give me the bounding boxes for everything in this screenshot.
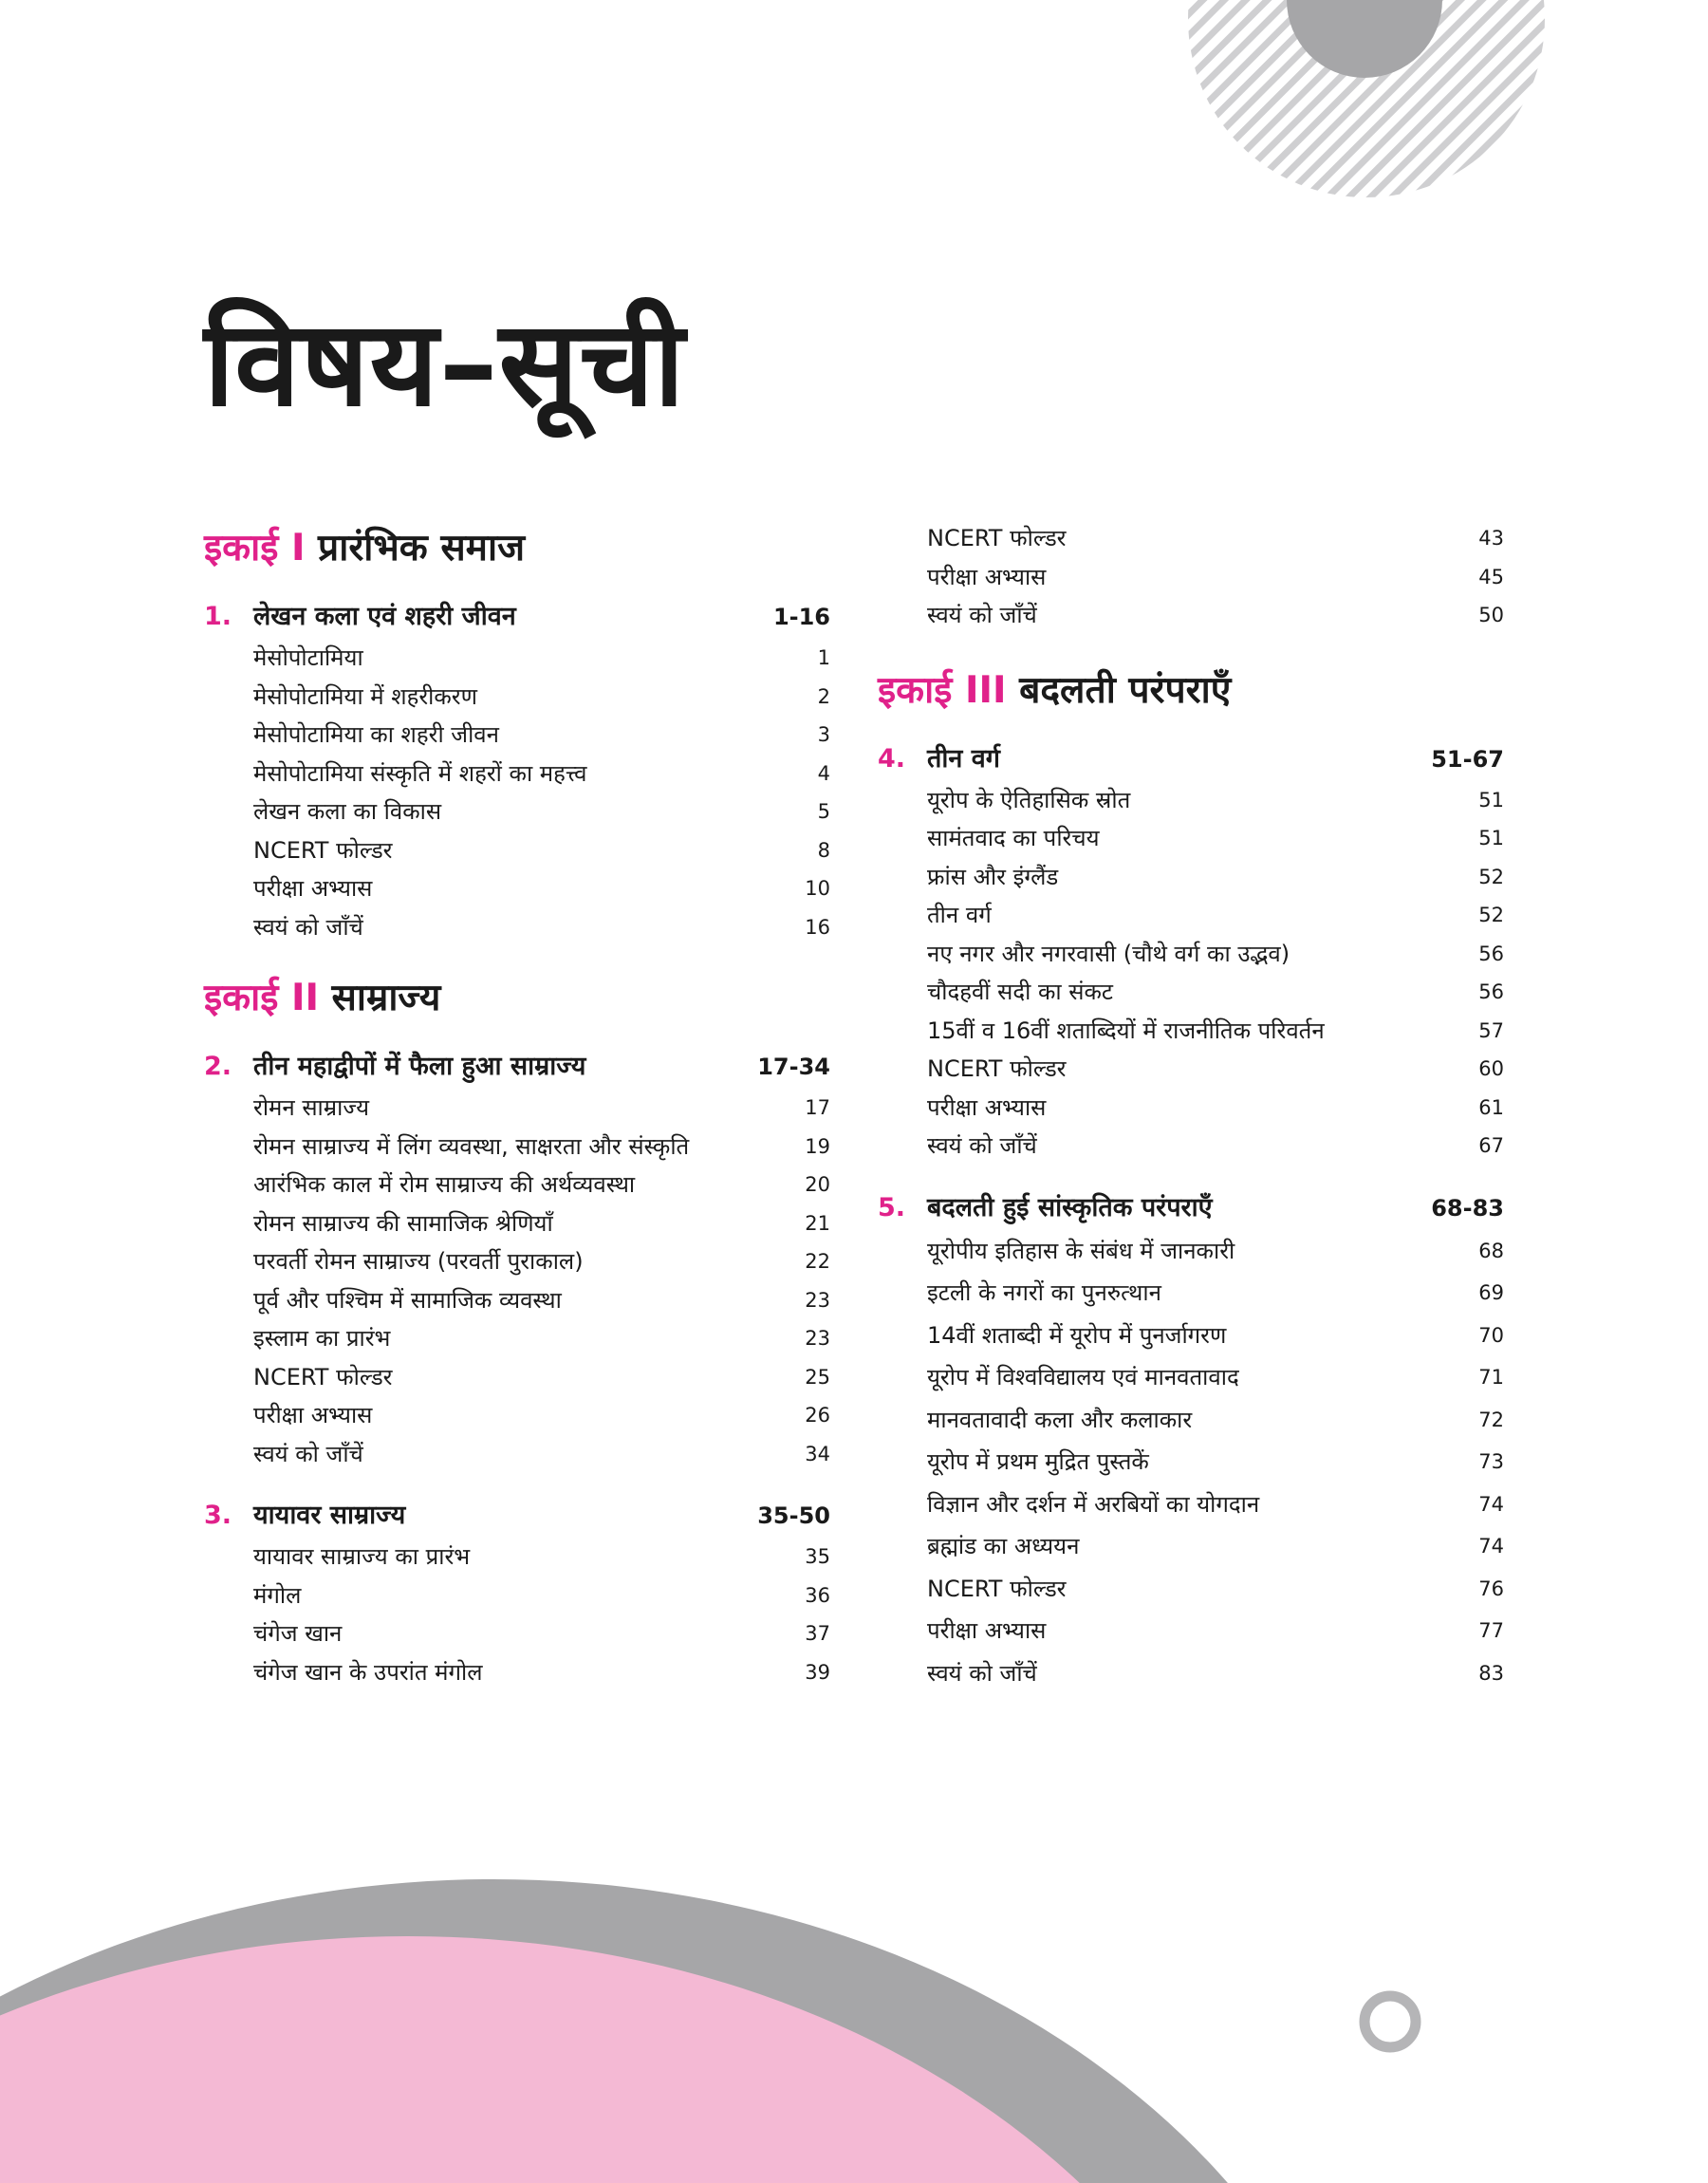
topic-item[interactable]	[878, 781, 1504, 820]
topic-title: मेसोपोटामिया	[253, 644, 363, 671]
chapter-title: तीन महाद्वीपों में फैला हुआ साम्राज्य	[253, 1052, 586, 1081]
topic-item[interactable]	[204, 1128, 830, 1166]
decorative-arcs-bottom	[0, 1860, 1708, 2183]
chapter-number: 3.	[204, 1501, 232, 1530]
topic-title: इटली के नगरों का पुनरुत्थान	[927, 1279, 1161, 1306]
topic-title: मंगोल	[253, 1581, 302, 1609]
topic-page: 52	[1478, 865, 1504, 888]
chapter-2	[204, 1045, 830, 1473]
unit-label: इकाई	[204, 977, 279, 1019]
topic-page: 35	[805, 1545, 830, 1568]
topic-page: 69	[1478, 1281, 1504, 1304]
topic-title: इस्लाम का प्रारंभ	[253, 1325, 391, 1352]
topic-item[interactable]	[878, 1441, 1504, 1483]
topic-item[interactable]	[878, 558, 1504, 597]
topic-page: 4	[817, 761, 830, 785]
topic-item[interactable]	[878, 1652, 1504, 1695]
topic-item[interactable]	[204, 1577, 830, 1615]
chapter-page-range: 17-34	[757, 1054, 830, 1080]
unit-heading	[204, 527, 830, 574]
topic-page: 51	[1478, 827, 1504, 849]
topic-page: 16	[805, 915, 830, 939]
chapter-page-range: 51-67	[1431, 745, 1504, 773]
topic-item[interactable]	[204, 1089, 830, 1128]
chapter-title: यायावर साम्राज्य	[253, 1501, 406, 1530]
unit-name: साम्राज्य	[331, 977, 441, 1019]
topic-item[interactable]	[878, 1230, 1504, 1273]
topic-item[interactable]	[204, 716, 830, 755]
topic-item[interactable]	[878, 1525, 1504, 1568]
topic-item[interactable]	[204, 1242, 830, 1281]
unit-name: बदलती परंपराएँ	[1019, 668, 1232, 712]
topic-title: नए नगर और नगरवासी (चौथे वर्ग का उद्भव)	[927, 940, 1290, 967]
topic-item[interactable]	[204, 1166, 830, 1204]
topic-title: मेसोपोटामिया का शहरी जीवन	[253, 721, 499, 748]
page-title: विषय–सूची	[204, 296, 686, 433]
chapter-page-range: 1-16	[772, 604, 830, 630]
topic-page: 70	[1478, 1323, 1504, 1347]
topic-title: यूरोपीय इतिहास के संबंध में जानकारी	[927, 1237, 1235, 1264]
chapter-5	[878, 1186, 1504, 1695]
topic-title: यायावर साम्राज्य का प्रारंभ	[253, 1543, 471, 1570]
topic-page: 68	[1478, 1239, 1504, 1262]
topic-title: रोमन साम्राज्य में लिंग व्यवस्था, साक्षरता और संस्कृति	[253, 1132, 690, 1160]
topic-page: 10	[805, 877, 830, 900]
topic-title: विज्ञान और दर्शन में अरबियों का योगदान	[927, 1490, 1260, 1518]
topic-page: 26	[805, 1404, 830, 1427]
topic-title: यूरोप के ऐतिहासिक स्रोत	[927, 786, 1131, 813]
topic-title: मेसोपोटामिया में शहरीकरण	[253, 682, 477, 710]
topic-item[interactable]	[204, 793, 830, 831]
chapter-heading[interactable]	[204, 595, 830, 639]
topic-title: परीक्षा अभ्यास	[253, 1402, 373, 1428]
topic-title: फ्रांस और इंग्लैंड	[927, 863, 1059, 890]
topic-item[interactable]	[204, 678, 830, 717]
topic-title: परवर्ती रोमन साम्राज्य (परवर्ती पुराकाल)	[253, 1248, 584, 1275]
topic-page: 76	[1478, 1577, 1504, 1600]
topic-item[interactable]	[204, 755, 830, 793]
topic-page: 2	[817, 684, 830, 708]
topic-title: स्वयं को जाँचें	[253, 1440, 363, 1467]
topic-page: 83	[1478, 1661, 1504, 1685]
topic-page: 51	[1478, 788, 1504, 812]
chapter-number: 4.	[878, 743, 906, 774]
unit-roman-numeral: III	[964, 668, 1007, 712]
topic-item[interactable]	[204, 1435, 830, 1474]
topic-title: सामंतवाद का परिचय	[927, 825, 1100, 851]
unit-label: इकाई	[878, 668, 953, 712]
unit-2	[204, 977, 830, 1691]
unit-roman-numeral: I	[290, 527, 306, 569]
topic-page: 3	[817, 723, 830, 746]
chapter-number: 5.	[878, 1192, 906, 1222]
topic-item[interactable]	[878, 1315, 1504, 1357]
topic-title: चंगेज खान	[253, 1620, 343, 1647]
topic-title: स्वयं को जाँचें	[927, 1132, 1037, 1159]
unit-heading	[878, 669, 1504, 717]
unit-3	[878, 669, 1504, 1695]
topic-page: 67	[1478, 1134, 1504, 1157]
chapter-page-range: 68-83	[1431, 1194, 1504, 1222]
topic-item[interactable]	[878, 896, 1504, 935]
topic-page: 57	[1478, 1018, 1504, 1042]
topic-title: परीक्षा अभ्यास	[927, 1093, 1047, 1121]
unit-1	[204, 527, 830, 946]
chapter-1	[204, 595, 830, 946]
topic-title: NCERT फोल्डर	[927, 1055, 1067, 1082]
topic-page: 5	[817, 800, 830, 823]
topic-page: 1	[817, 646, 830, 669]
chapter-number: 2.	[204, 1052, 232, 1081]
topic-title: यूरोप में प्रथम मुद्रित पुस्तकें	[927, 1448, 1149, 1475]
contents-column-right	[878, 527, 1504, 1711]
topic-title: परीक्षा अभ्यास	[927, 563, 1047, 590]
topic-title: NCERT फोल्डर	[253, 1363, 393, 1390]
chapter-title: बदलती हुई सांस्कृतिक परंपराएँ	[927, 1192, 1213, 1222]
unit-roman-numeral: II	[290, 977, 319, 1019]
chapter-page-range: 35-50	[757, 1502, 830, 1529]
topic-title: लेखन कला का विकास	[253, 798, 442, 825]
topic-page: 25	[805, 1365, 830, 1389]
topic-item[interactable]	[204, 1396, 830, 1435]
topic-page: 36	[805, 1583, 830, 1607]
topic-item[interactable]	[878, 1483, 1504, 1526]
topic-item[interactable]	[878, 973, 1504, 1012]
chapter-heading[interactable]	[204, 1494, 830, 1538]
unit-label: इकाई	[204, 527, 279, 569]
topic-page: 34	[805, 1442, 830, 1465]
chapter-heading[interactable]	[878, 1186, 1504, 1230]
topic-title: मेसोपोटामिया संस्कृति में शहरों का महत्त्व	[253, 759, 587, 787]
topic-page: 23	[805, 1288, 830, 1312]
topic-page: 43	[1478, 527, 1504, 550]
topic-title: 14वीं शताब्दी में यूरोप में पुनर्जागरण	[927, 1321, 1227, 1349]
topic-page: 23	[805, 1327, 830, 1350]
topic-title: रोमन साम्राज्य	[253, 1094, 369, 1121]
topic-item[interactable]	[204, 831, 830, 870]
topic-page: 20	[805, 1173, 830, 1196]
topic-title: NCERT फोल्डर	[253, 836, 393, 864]
topic-item[interactable]	[204, 869, 830, 908]
topic-item[interactable]	[878, 1050, 1504, 1089]
topic-page: 22	[805, 1250, 830, 1273]
topic-title: यूरोप में विश्वविद्यालय एवं मानवतावाद	[927, 1364, 1239, 1390]
topic-title: चंगेज खान के उपरांत मंगोल	[253, 1658, 483, 1686]
topic-title: परीक्षा अभ्यास	[927, 1617, 1047, 1644]
topic-item[interactable]	[204, 1358, 830, 1397]
chapter-title: लेखन कला एवं शहरी जीवन	[253, 602, 516, 631]
topic-item[interactable]	[878, 819, 1504, 858]
topic-page: 74	[1478, 1492, 1504, 1516]
topic-page: 56	[1478, 942, 1504, 965]
decorative-circles-top	[1177, 0, 1556, 209]
topic-page: 77	[1478, 1619, 1504, 1642]
contents-column-left	[204, 527, 830, 1708]
topic-title: NCERT फोल्डर	[927, 525, 1067, 551]
topic-title: परीक्षा अभ्यास	[253, 875, 373, 902]
topic-title: तीन वर्ग	[927, 902, 992, 928]
topic-page: 71	[1478, 1366, 1504, 1389]
topic-item[interactable]	[878, 1089, 1504, 1128]
decorative-ring	[1357, 1988, 1423, 2055]
topic-title: स्वयं को जाँचें	[253, 913, 363, 941]
topic-item[interactable]	[204, 1281, 830, 1320]
topic-page: 72	[1478, 1408, 1504, 1431]
topic-page: 74	[1478, 1535, 1504, 1558]
chapter-heading[interactable]	[878, 737, 1504, 781]
topic-item[interactable]	[878, 1399, 1504, 1442]
topic-item[interactable]	[878, 1356, 1504, 1399]
topic-title: आरंभिक काल में रोम साम्राज्य की अर्थव्यवस्था	[253, 1171, 636, 1198]
chapter-heading[interactable]	[204, 1045, 830, 1089]
topic-title: मानवतावादी कला और कलाकार	[927, 1406, 1193, 1433]
topic-item[interactable]	[204, 1653, 830, 1692]
topic-page: 45	[1478, 565, 1504, 588]
topic-page: 50	[1478, 604, 1504, 626]
topic-item[interactable]	[878, 596, 1504, 635]
topic-page: 52	[1478, 904, 1504, 926]
chapter-title: तीन वर्ग	[927, 743, 1000, 774]
topic-item[interactable]	[204, 1204, 830, 1243]
topic-title: स्वयं को जाँचें	[927, 1659, 1037, 1687]
topic-item[interactable]	[204, 1614, 830, 1653]
topic-page: 21	[805, 1211, 830, 1235]
topic-page: 56	[1478, 980, 1504, 1003]
unit-heading	[204, 977, 830, 1024]
topic-item[interactable]	[204, 1538, 830, 1577]
topic-page: 17	[805, 1096, 830, 1119]
topic-page: 39	[805, 1660, 830, 1684]
topic-page: 73	[1478, 1450, 1504, 1473]
topic-item[interactable]	[878, 1272, 1504, 1315]
chapter-3	[204, 1494, 830, 1691]
topic-title: स्वयं को जाँचें	[927, 602, 1037, 628]
topic-item[interactable]	[878, 1127, 1504, 1166]
topic-title: पूर्व और पश्चिम में सामाजिक व्यवस्था	[253, 1286, 562, 1314]
chapter-3-continued	[878, 519, 1504, 635]
topic-item[interactable]	[878, 519, 1504, 558]
chapter-4	[878, 737, 1504, 1166]
topic-title: 15वीं व 16वीं शताब्दियों में राजनीतिक परिवर्तन	[927, 1017, 1325, 1044]
chapter-number: 1.	[204, 602, 232, 631]
topic-page: 19	[805, 1134, 830, 1158]
topic-item[interactable]	[878, 1610, 1504, 1652]
topic-page: 8	[817, 838, 830, 862]
topic-item[interactable]	[878, 1568, 1504, 1611]
topic-title: रोमन साम्राज्य की सामाजिक श्रेणियाँ	[253, 1209, 553, 1237]
topic-item[interactable]	[204, 908, 830, 947]
topic-page: 37	[805, 1622, 830, 1645]
topic-page: 60	[1478, 1057, 1504, 1080]
topic-title: चौदहवीं सदी का संकट	[927, 979, 1113, 1005]
topic-item[interactable]	[204, 1319, 830, 1358]
topic-title: ब्रह्मांड का अध्ययन	[927, 1533, 1080, 1559]
topic-item[interactable]	[204, 639, 830, 678]
topic-item[interactable]	[878, 935, 1504, 974]
topic-page: 61	[1478, 1095, 1504, 1119]
topic-title: NCERT फोल्डर	[927, 1575, 1067, 1602]
topic-item[interactable]	[878, 1012, 1504, 1051]
unit-name: प्रारंभिक समाज	[318, 527, 526, 569]
topic-item[interactable]	[878, 858, 1504, 897]
